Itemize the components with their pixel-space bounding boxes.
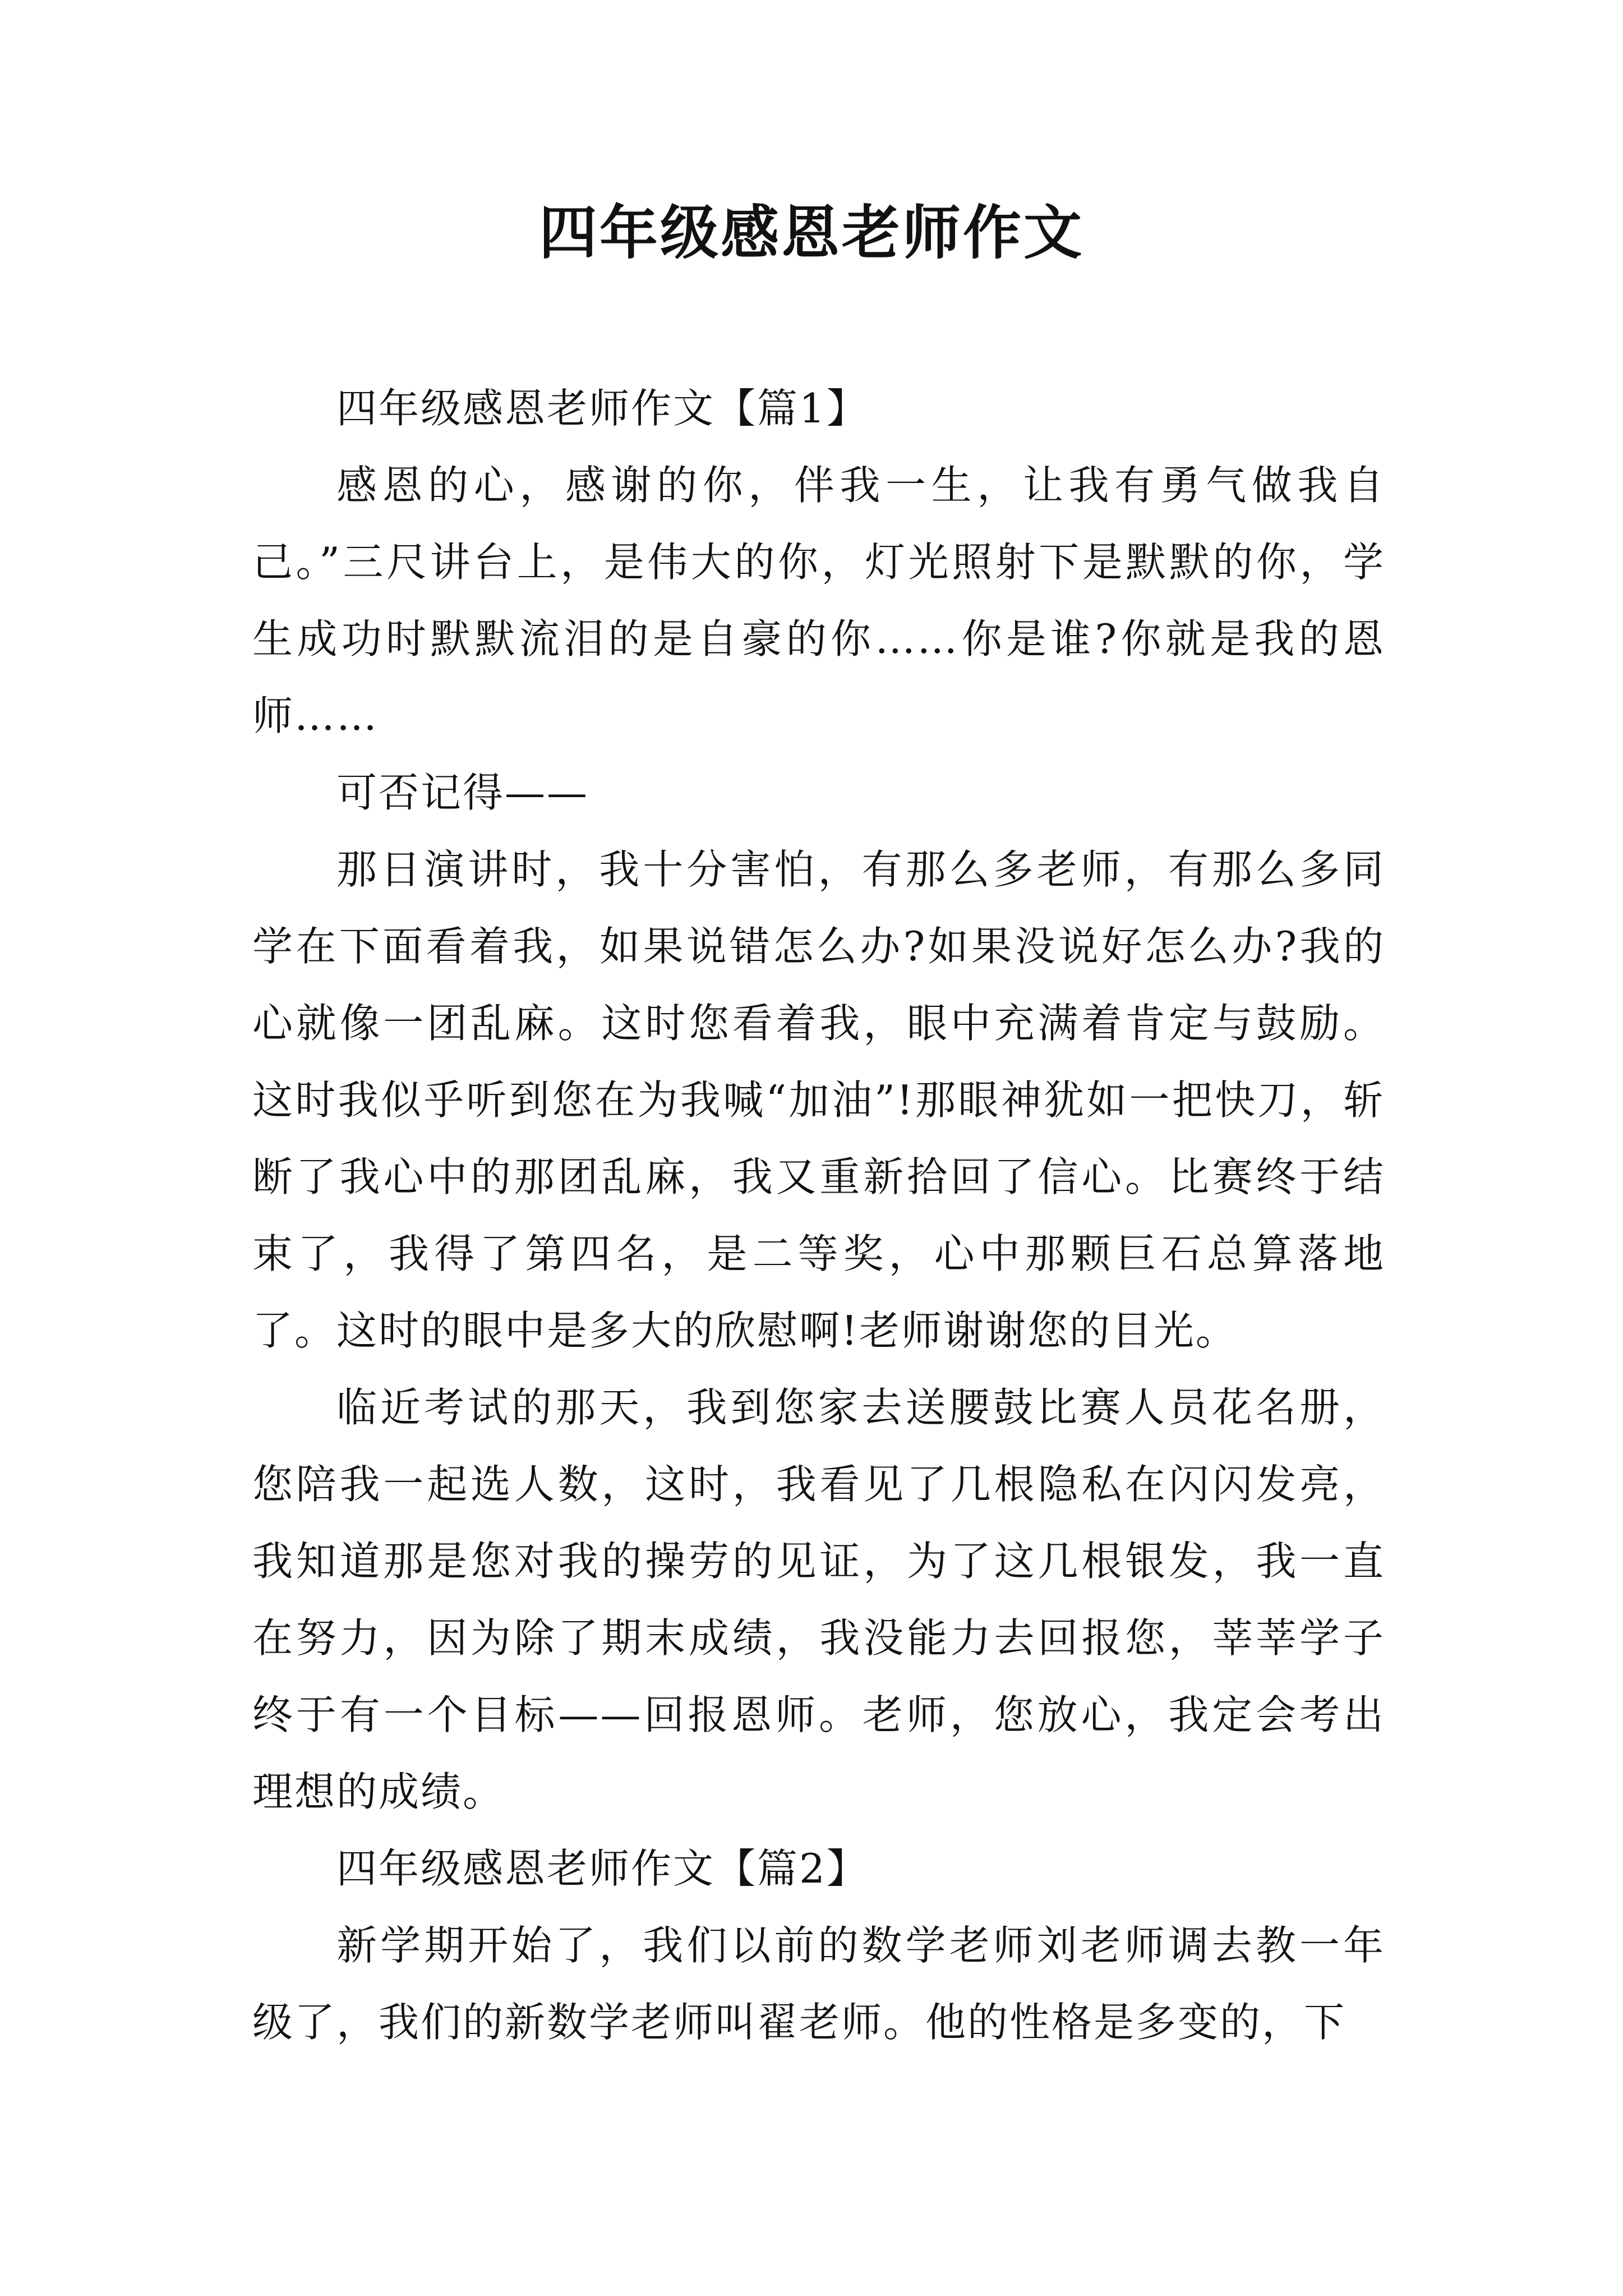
paragraph-new-teacher: 新学期开始了，我们以前的数学老师刘老师调去教一年级了，我们的新数学老师叫翟老师。他的性格是多变的，下 bbox=[252, 1922, 1385, 2046]
section-heading-2: 四年级感恩老师作文【篇2】 bbox=[336, 1845, 869, 1892]
document-body bbox=[252, 370, 1385, 2061]
paragraph-speech: 那日演讲时，我十分害怕，有那么多老师，有那么多同学在下面看着我，如果说错怎么办?如果没说好怎么办?我的心就像一团乱麻。这时您看着我，眼中充满着肯定与鼓励。这时我似乎听到您在为我喊“加油”!那眼神犹如一把快刀，斩断了我心中的那团乱麻，我又重新拾回了信心。比赛终于结束了，我得了第四名，是二等奖，心中那颗巨石总算落地了。这时的眼中是多大的欣慰啊!老师谢谢您的目光。 bbox=[252, 846, 1385, 1354]
document-title: 四年级感恩老师作文 bbox=[538, 198, 1084, 267]
paragraph-exam: 临近考试的那天，我到您家去送腰鼓比赛人员花名册，您陪我一起选人数，这时，我看见了几根隐私在闪闪发亮，我知道那是您对我的操劳的见证，为了这几根银发，我一直在努力，因为除了期末成绩，我没能力去回报您，莘莘学子终于有一个目标——回报恩师。老师，您放心，我定会考出理想的成绩。 bbox=[252, 1384, 1385, 1815]
paragraph-intro: 感恩的心，感谢的你，伴我一生，让我有勇气做我自己。”三尺讲台上，是伟大的你，灯光照射下是默默的你，学生成功时默默流泪的是自豪的你……你是谁?你就是我的恩师…… bbox=[252, 462, 1385, 739]
section-heading-1: 四年级感恩老师作文【篇1】 bbox=[336, 385, 869, 432]
paragraph-remember: 可否记得—— bbox=[336, 769, 589, 816]
